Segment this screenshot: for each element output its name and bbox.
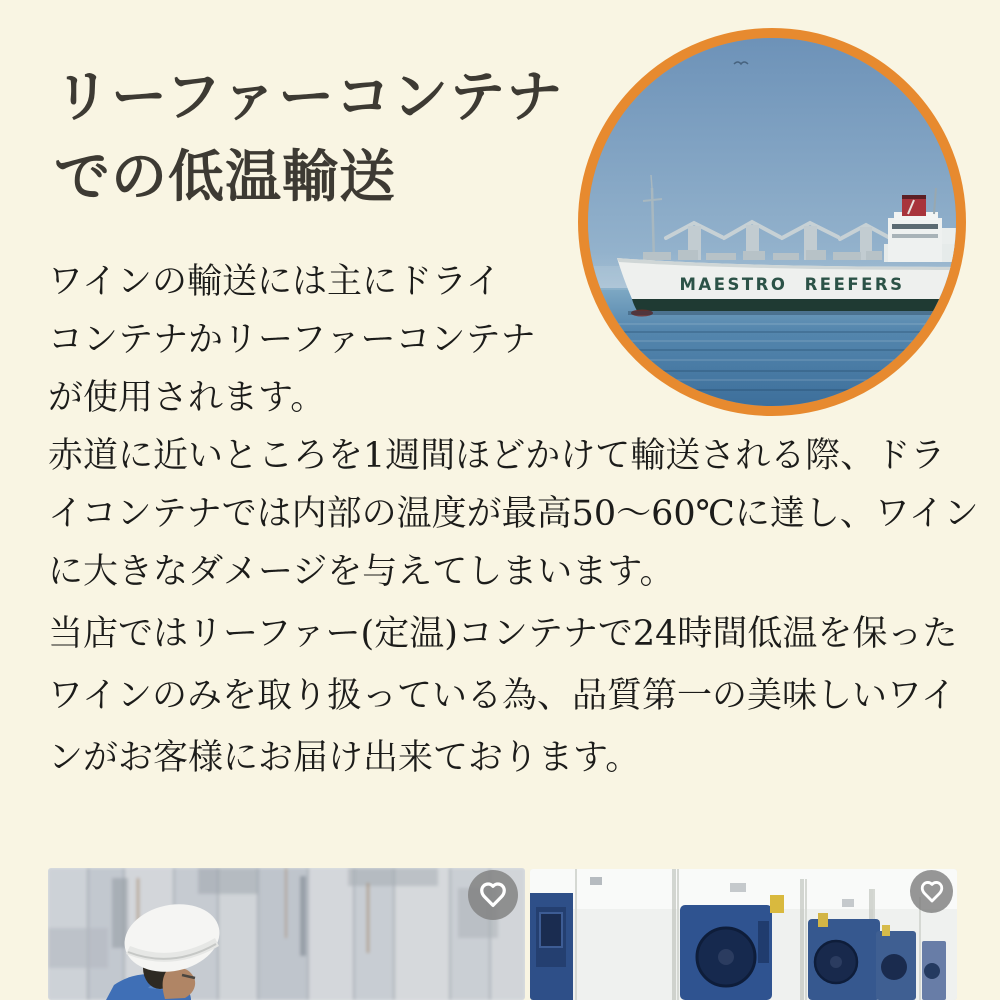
body-text-line: ワインの輸送には主にドライ: [48, 262, 501, 302]
body-text-line: コンテナかリーファーコンテナ: [48, 320, 536, 360]
heart-icon: [919, 879, 945, 905]
gallery-photo-containers[interactable]: [530, 869, 957, 1000]
heart-icon: [478, 880, 508, 910]
page-title-line-1: リーファーコンテナ: [54, 65, 564, 130]
body-text-line: イコンテナでは内部の温度が最高50〜60℃に達し、ワイン: [48, 494, 979, 534]
body-text-line: 当店ではリーファー(定温)コンテナで24時間低温を保った: [48, 614, 958, 654]
containers-photo-illustration: [530, 869, 957, 1000]
body-text-line: ワインのみを取り扱っている為、品質第一の美味しいワイ: [48, 676, 956, 716]
page-title: [54, 58, 563, 218]
body-text-line: 赤道に近いところを1週間ほどかけて輸送される際、ドラ: [48, 436, 946, 476]
favorite-button[interactable]: [468, 870, 518, 920]
body-text-line: が使用されます。: [48, 378, 326, 418]
body-text-line: に大きなダメージを与えてしまいます。: [48, 552, 675, 592]
favorite-button[interactable]: [910, 870, 953, 913]
body-text: [48, 253, 979, 787]
container-background: [48, 868, 525, 1000]
ship-name-text: MAESTRO REEFERS: [679, 275, 905, 294]
body-text-line: ンがお客様にお届け出来ております。: [48, 738, 641, 778]
gallery-photo-worker[interactable]: [48, 868, 525, 1000]
worker-photo-illustration: [48, 868, 525, 1000]
page-title-line-2: での低温輸送: [54, 145, 396, 210]
